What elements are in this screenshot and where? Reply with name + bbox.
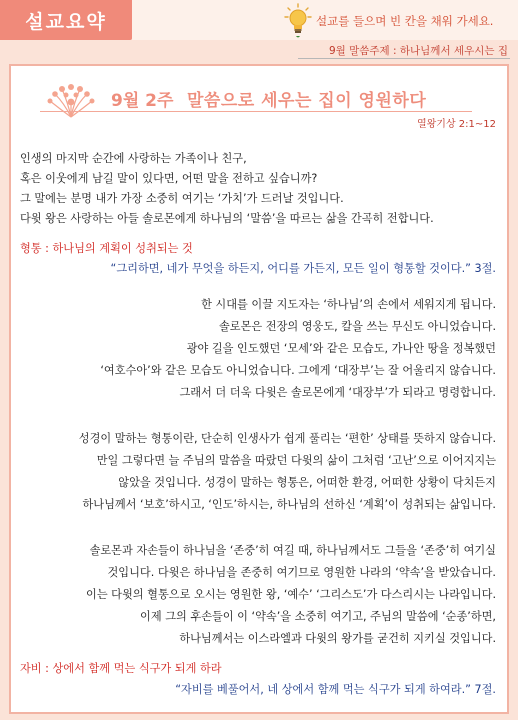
section-heading-mercy: 자비 : 상에서 함께 먹는 식구가 되게 하라 (20, 662, 222, 675)
section-heading-prosperity: 형통 : 하나님의 계획이 성취되는 것 (20, 242, 193, 255)
body-line: 만일 그렇다면 늘 주님의 말씀을 따랐던 다윗의 삶이 그처럼 ‘고난’으로 이어지지는 (96, 454, 496, 467)
sermon-week: 9월 2주 (111, 91, 174, 111)
flower-decoration-icon (42, 81, 100, 119)
body-line: 하나님께서 ‘보호’하시고, ‘인도’하시는, 하나님의 선하신 ‘계획’이 성취되는 삶입니다. (82, 498, 496, 511)
body-line: 솔로몬은 전장의 영웅도, 칼을 쓰는 무신도 아니었습니다. (218, 320, 496, 333)
title-divider (40, 111, 472, 112)
body-line: 성경이 말하는 형통이란, 단순히 인생사가 쉽게 풀리는 ‘편한’ 상태를 뜻하지 않습니다. (78, 432, 496, 445)
body-line: 것입니다. 다윗은 하나님을 존중히 여기므로 영원한 나라의 ‘약속’을 받았습니다. (107, 566, 496, 579)
body-line: 이는 다윗의 혈통으로 오시는 영원한 왕, ‘예수’ ‘그리스도’가 다스리시는 나라입니다. (86, 588, 496, 601)
body-line: 한 시대를 이끌 지도자는 ‘하나님’의 손에서 세워지게 됩니다. (201, 298, 496, 311)
body-line: ‘여호수아’와 같은 모습도 아니었습니다. 그에게 ‘대장부’는 잘 어울리지 않습니다. (100, 364, 496, 377)
scripture-reference: 열왕기상 2:1~12 (416, 119, 496, 130)
intro-line: 그 말에는 분명 내가 가장 소중히 여기는 ‘가치’가 드러날 것입니다. (20, 192, 344, 205)
verse-quote: “자비를 베풀어서, 네 상에서 함께 먹는 식구가 되게 하여라.” 7절. (175, 683, 496, 696)
body-line: 않았을 것입니다. 성경이 말하는 형통은, 어떠한 환경, 어떠한 상황이 닥치든지 (118, 476, 496, 489)
intro-line: 인생의 마지막 순간에 사랑하는 가족이나 친구, (20, 152, 247, 165)
lightbulb-icon (283, 3, 313, 39)
body-line: 하나님께서는 이스라엘과 다윗의 왕가를 굳건히 지키실 것입니다. (179, 632, 496, 645)
body-line: 솔로몬과 자손들이 하나님을 ‘존중’히 여길 때, 하나님께서도 그들을 ‘존중’히 여기실 (89, 544, 496, 557)
intro-line: 혹은 이웃에게 남길 말이 있다면, 어떤 말을 전하고 싶습니까? (20, 172, 318, 185)
monthly-theme: 9월 말씀주제 : 하나님께서 세우시는 집 (328, 45, 508, 57)
header-tab (0, 0, 132, 40)
body-line: 그래서 더 더욱 다윗은 솔로몬에게 ‘대장부’가 되라고 명령합니다. (179, 386, 496, 399)
sermon-title: 말씀으로 세우는 집이 영원하다 (187, 91, 427, 111)
header-tab-label: 설교요약 (25, 10, 107, 33)
body-line: 이제 그의 후손들이 이 ‘약속’을 소중히 여기고, 주님의 말씀에 ‘순종’하면, (140, 610, 496, 623)
tagline: 설교를 들으며 빈 칸을 채워 가세요. (316, 14, 494, 28)
intro-line: 다윗 왕은 사랑하는 아들 솔로몬에게 하나님의 ‘말씀’을 따르는 삶을 간곡히 전합니다. (20, 212, 434, 225)
verse-quote: “그리하면, 네가 무엇을 하든지, 어디를 가든지, 모든 일이 형통할 것이다.” 3절. (110, 262, 496, 275)
theme-divider (298, 58, 510, 59)
body-line: 광야 길을 인도했던 ‘모세’와 같은 모습도, 가나안 땅을 정복했던 (186, 342, 496, 355)
